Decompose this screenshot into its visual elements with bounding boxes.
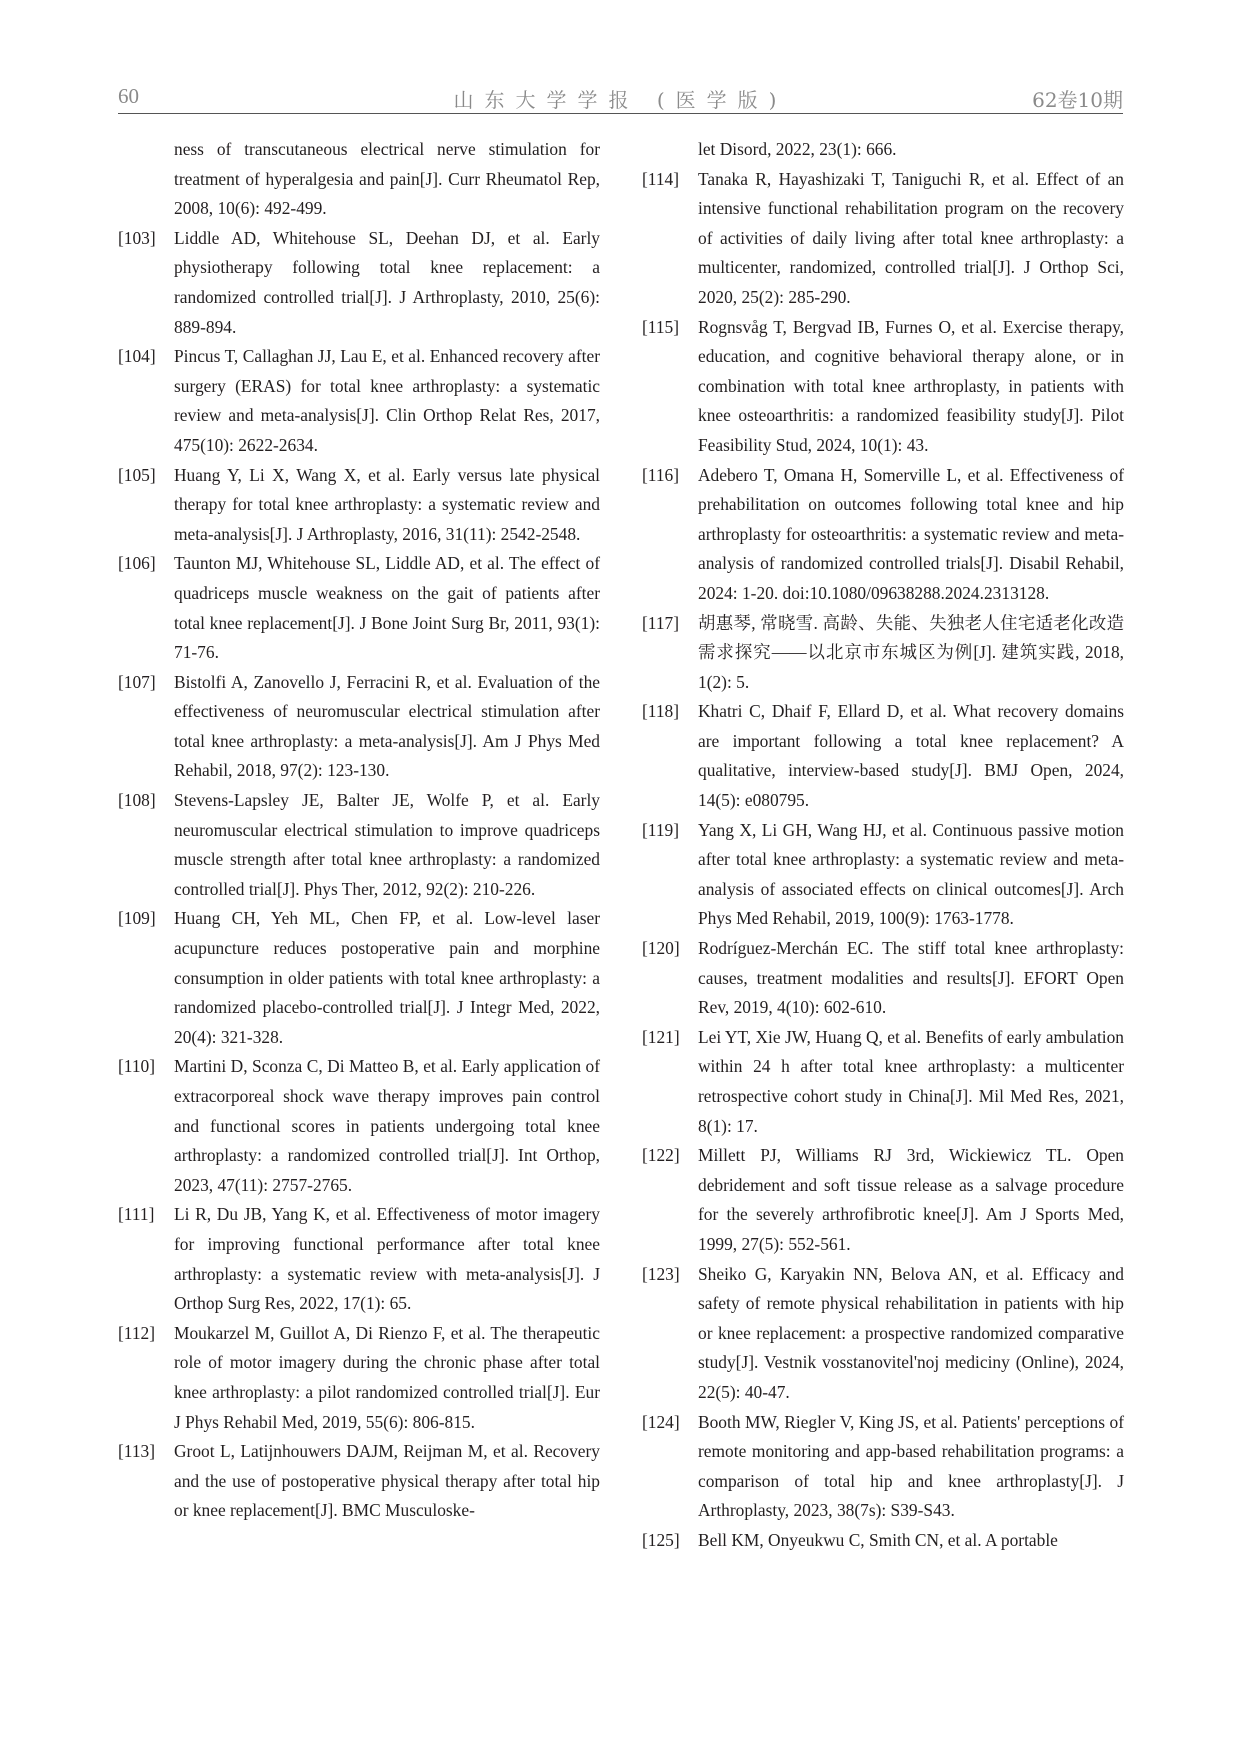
reference-item xyxy=(642,1260,1124,1408)
page-header xyxy=(0,0,1241,120)
reference-item xyxy=(642,1526,1124,1556)
reference-text: Tanaka R, Hayashizaki T, Taniguchi R, et al. Effect of an intensive functional rehabilitation program on the recovery of activities of daily living after total knee arthroplasty: a multicenter, randomized, controlled trial[J]. J Orthop Sci, 2020, 25(2): 285-290. xyxy=(698,168,1124,307)
reference-text: Moukarzel M, Guillot A, Di Rienzo F, et al. The therapeutic role of motor imagery during the chronic phase after total knee arthroplasty: a pilot randomized controlled trial[J]. Eur J Phys Rehabil Med, 2019, 55(6): 806-815. xyxy=(174,1322,600,1432)
reference-item xyxy=(642,609,1124,698)
reference-item xyxy=(118,461,600,550)
reference-item xyxy=(642,1023,1124,1141)
reference-item xyxy=(642,816,1124,934)
reference-item xyxy=(118,1200,600,1318)
reference-text: Martini D, Sconza C, Di Matteo B, et al. Early application of extracorporeal shock wave therapy improves pain control and functional scores in patients undergoing total knee arthroplasty: a randomized controlled trial[J]. Int Orthop, 2023, 47(11): 2757-2765. xyxy=(174,1056,600,1195)
reference-number: [122] xyxy=(642,1145,680,1166)
reference-number: [123] xyxy=(642,1263,680,1284)
reference-number: [103] xyxy=(118,227,156,248)
reference-text: Bistolfi A, Zanovello J, Ferracini R, et al. Evaluation of the effectiveness of neuromuscular electrical stimulation after total knee arthroplasty: a meta-analysis[J]. Am J Phys Med Rehabil, 2018, 97(2): 123-130. xyxy=(174,671,600,781)
reference-text: Khatri C, Dhaif F, Ellard D, et al. What recovery domains are important following a total knee replacement? A qualitative, interview-based study[J]. BMJ Open, 2024, 14(5): e080795. xyxy=(698,701,1124,811)
reference-item xyxy=(118,1437,600,1526)
reference-number: [125] xyxy=(642,1529,680,1550)
reference-number: [106] xyxy=(118,553,156,574)
reference-text: Yang X, Li GH, Wang HJ, et al. Continuous passive motion after total knee arthroplasty: a systematic review and meta-analysis of associated effects on clinical outcomes[J]. Arch Phys Med Rehabil, 2019, 100(9): 1763-1778. xyxy=(698,819,1124,929)
reference-item xyxy=(118,904,600,1052)
reference-item xyxy=(642,1408,1124,1526)
reference-text: Rognsvåg T, Bergvad IB, Furnes O, et al. Exercise therapy, education, and cognitive behavioral therapy alone, or in combination with total knee arthroplasty, in patients with knee osteoarthritis: a randomized feasibility study[J]. Pilot Feasibility Stud, 2024, 10(1): 43. xyxy=(698,316,1124,455)
reference-item xyxy=(642,461,1124,609)
reference-text: Booth MW, Riegler V, King JS, et al. Patients' perceptions of remote monitoring and app-based rehabilitation programs: a comparison of total hip and knee arthroplasty[J]. J Arthroplasty, 2023, 38(7s): S39-S43. xyxy=(698,1411,1124,1521)
reference-item xyxy=(118,342,600,460)
journal-title: 山东大学学报 (医学版) xyxy=(453,88,788,112)
reference-text: Groot L, Latijnhouwers DAJM, Reijman M, et al. Recovery and the use of postoperative physical therapy after total hip or knee replacement[J]. BMC Musculoske- xyxy=(174,1441,600,1521)
right-column xyxy=(642,135,1124,1556)
reference-text: Liddle AD, Whitehouse SL, Deehan DJ, et al. Early physiotherapy following total knee replacement: a randomized controlled trial[J]. J Arthroplasty, 2010, 25(6): 889-894. xyxy=(174,227,600,337)
reference-text: Pincus T, Callaghan JJ, Lau E, et al. Enhanced recovery after surgery (ERAS) for total knee arthroplasty: a systematic review and meta-analysis[J]. Clin Orthop Relat Res, 2017, 475(10): 2622-2634. xyxy=(174,346,600,455)
reference-item xyxy=(118,224,600,342)
reference-number: [118] xyxy=(642,701,680,722)
reference-text: 胡惠琴, 常晓雪. 高龄、失能、失独老人住宅适老化改造需求探究——以北京市东城区为例[J]. 建筑实践, 2018, 1(2): 5. xyxy=(698,612,1124,692)
reference-text: Millett PJ, Williams RJ 3rd, Wickiewicz TL. Open debridement and soft tissue release as a salvage procedure for the severely arthrofibrotic knee[J]. Am J Sports Med, 1999, 27(5): 552-561. xyxy=(698,1145,1124,1254)
reference-text: Huang CH, Yeh ML, Chen FP, et al. Low-level laser acupuncture reduces postoperative pain and morphine consumption in older patients with total knee arthroplasty: a randomized placebo-controlled trial[J]. J Integr Med, 2022, 20(4): 321-328. xyxy=(174,908,600,1047)
reference-number: [116] xyxy=(642,464,680,485)
reference-item xyxy=(118,786,600,904)
reference-number: [117] xyxy=(642,612,680,633)
page-number: 60 xyxy=(118,84,139,108)
reference-number: [115] xyxy=(642,316,680,337)
reference-item xyxy=(642,313,1124,461)
reference-continuation: let Disord, 2022, 23(1): 666. xyxy=(698,139,897,159)
reference-text: Li R, Du JB, Yang K, et al. Effectiveness of motor imagery for improving functional performance after total knee arthroplasty: a systematic review with meta-analysis[J]. J Orthop Surg Res, 2022, 17(1): 65. xyxy=(174,1204,600,1314)
reference-item xyxy=(118,1319,600,1437)
reference-number: [109] xyxy=(118,908,156,929)
reference-item xyxy=(642,697,1124,815)
reference-text: Huang Y, Li X, Wang X, et al. Early versus late physical therapy for total knee arthroplasty: a systematic review and meta-analysis[J]. J Arthroplasty, 2016, 31(11): 2542-2548. xyxy=(174,464,600,544)
reference-number: [111] xyxy=(118,1204,155,1225)
reference-text: Taunton MJ, Whitehouse SL, Liddle AD, et al. The effect of quadriceps muscle weakness on the gait of patients after total knee replacement[J]. J Bone Joint Surg Br, 2011, 93(1): 71-76. xyxy=(174,553,600,663)
reference-continuation: ness of transcutaneous electrical nerve stimulation for treatment of hyperalgesia and pain[J]. Curr Rheumatol Rep, 2008, 10(6): 492-499. xyxy=(174,139,600,219)
reference-text: Adebero T, Omana H, Somerville L, et al. Effectiveness of prehabilitation on outcomes following total knee and hip arthroplasty for osteoarthritis: a systematic review and meta-analysis of randomized controlled trials[J]. Disabil Rehabil, 2024: 1-20. doi:10.1080/09638288.2024.2313128. xyxy=(698,464,1124,603)
reference-item xyxy=(118,668,600,786)
volume-issue: 62卷10期 xyxy=(1032,88,1123,112)
reference-item xyxy=(118,1052,600,1200)
reference-number: [121] xyxy=(642,1026,680,1047)
reference-text: Lei YT, Xie JW, Huang Q, et al. Benefits of early ambulation within 24 h after total knee arthroplasty: a multicenter retrospective cohort study in China[J]. Mil Med Res, 2021, 8(1): 17. xyxy=(698,1026,1124,1136)
header-rule xyxy=(118,113,1123,114)
reference-number: [105] xyxy=(118,464,156,485)
reference-number: [120] xyxy=(642,938,680,959)
reference-item xyxy=(642,1141,1124,1259)
reference-text: Sheiko G, Karyakin NN, Belova AN, et al. Efficacy and safety of remote physical rehabilitation in patients with hip or knee replacement: a prospective randomized comparative study[J]. Vestnik vosstanovitel'noj mediciny (Online), 2024, 22(5): 40-47. xyxy=(698,1263,1124,1402)
reference-text: Stevens-Lapsley JE, Balter JE, Wolfe P, et al. Early neuromuscular electrical stimulation to improve quadriceps muscle strength after total knee arthroplasty: a randomized controlled trial[J]. Phys Ther, 2012, 92(2): 210-226. xyxy=(174,790,600,899)
reference-item xyxy=(118,549,600,667)
reference-number: [124] xyxy=(642,1411,680,1432)
reference-item xyxy=(642,165,1124,313)
reference-text: Rodríguez-Merchán EC. The stiff total knee arthroplasty: causes, treatment modalities and results[J]. EFORT Open Rev, 2019, 4(10): 602-610. xyxy=(698,938,1124,1018)
reference-number: [110] xyxy=(118,1056,156,1077)
reference-number: [119] xyxy=(642,819,680,840)
reference-number: [113] xyxy=(118,1441,156,1462)
reference-item xyxy=(642,934,1124,1023)
reference-number: [108] xyxy=(118,790,156,811)
reference-number: [104] xyxy=(118,346,156,367)
reference-text: Bell KM, Onyeukwu C, Smith CN, et al. A portable xyxy=(698,1529,1058,1550)
reference-number: [107] xyxy=(118,671,156,692)
left-column xyxy=(118,135,600,1526)
reference-number: [112] xyxy=(118,1322,156,1343)
reference-number: [114] xyxy=(642,168,680,189)
